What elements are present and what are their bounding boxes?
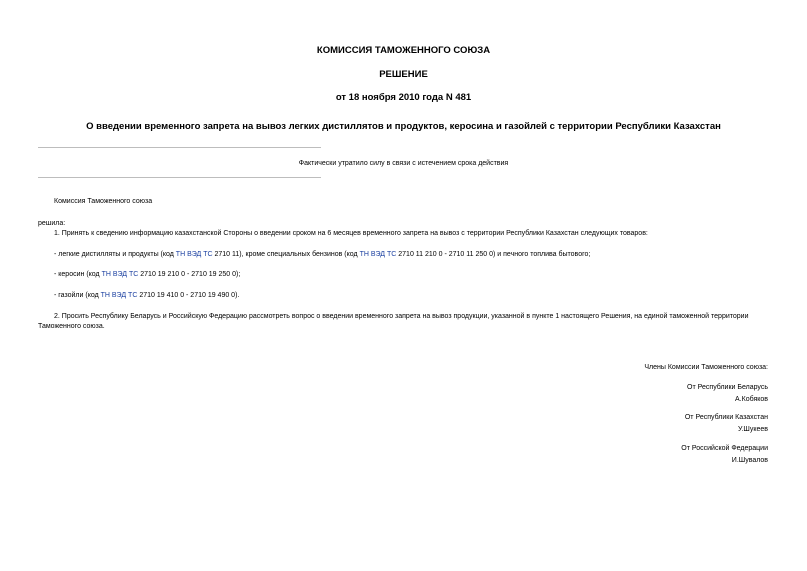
commission-heading: КОМИССИЯ ТАМОЖЕННОГО СОЮЗА bbox=[316, 45, 491, 56]
signature-country: От Республики Беларусь bbox=[687, 384, 768, 391]
signature-block-belarus bbox=[687, 382, 768, 406]
document-title: О введении временного запрета на вывоз легких дистиллятов и продуктов, керосина и газойлей с территории Республики Казахстан bbox=[86, 121, 721, 132]
signature-block-russia bbox=[681, 443, 768, 467]
tn-ved-link[interactable]: ТН ВЭД ТС bbox=[101, 271, 139, 278]
signature-name: И.Шувалов bbox=[731, 457, 768, 464]
item-1-text: 1. Принять к сведению информацию казахстанской Стороны о введении сроком на 6 месяцев временного запрета на вывоз с территории Республики Казахстан следующих товаров: bbox=[54, 230, 648, 237]
issuer-text: Комиссия Таможенного союза bbox=[54, 198, 153, 205]
decision-heading: РЕШЕНИЕ bbox=[379, 69, 428, 80]
bullet-1-text-c: 2710 11 210 0 - 2710 11 250 0) и печного топлива бытового; bbox=[396, 251, 591, 258]
signature-country: От Республики Казахстан bbox=[684, 414, 768, 421]
bullet-2-text-a: - керосин (код bbox=[54, 271, 102, 278]
signature-block-kazakhstan bbox=[685, 412, 768, 436]
divider-top bbox=[38, 147, 321, 148]
tn-ved-link[interactable]: ТН ВЭД ТС bbox=[359, 251, 397, 258]
bullet-gasoils bbox=[54, 291, 239, 301]
resolved-text: решила: bbox=[38, 220, 66, 227]
bullet-light-distillates bbox=[54, 250, 590, 260]
bullet-3-text-a: - газойли (код bbox=[54, 292, 101, 299]
bullet-kerosene bbox=[54, 270, 240, 280]
divider-bottom bbox=[38, 177, 321, 178]
signature-name: У.Шукеев bbox=[737, 426, 768, 433]
bullet-2-text-b: 2710 19 210 0 - 2710 19 250 0); bbox=[138, 271, 241, 278]
tn-ved-link[interactable]: ТН ВЭД ТС bbox=[100, 292, 138, 299]
bullet-1-text-a: - легкие дистилляты и продукты (код bbox=[54, 251, 176, 258]
signature-country: От Российской Федерации bbox=[681, 445, 768, 452]
item-2-text: 2. Просить Республику Беларусь и Российскую Федерацию рассмотреть вопрос о введении временного запрета на вывоз продукции, указанной в пункте 1 настоящего Решения, на единой таможенной территории Таможенного союза. bbox=[38, 313, 749, 330]
status-note: Фактически утратило силу в связи с истечением срока действия bbox=[298, 160, 509, 167]
tn-ved-link[interactable]: ТН ВЭД ТС bbox=[175, 251, 213, 258]
decision-date: от 18 ноября 2010 года N 481 bbox=[335, 92, 472, 103]
signature-name: А.Кобяков bbox=[735, 396, 768, 403]
bullet-1-text-b: 2710 11), кроме специальных бензинов (код bbox=[212, 251, 360, 258]
signatures-heading: Члены Комиссии Таможенного союза: bbox=[644, 364, 768, 371]
bullet-3-text-b: 2710 19 410 0 - 2710 19 490 0). bbox=[137, 292, 240, 299]
